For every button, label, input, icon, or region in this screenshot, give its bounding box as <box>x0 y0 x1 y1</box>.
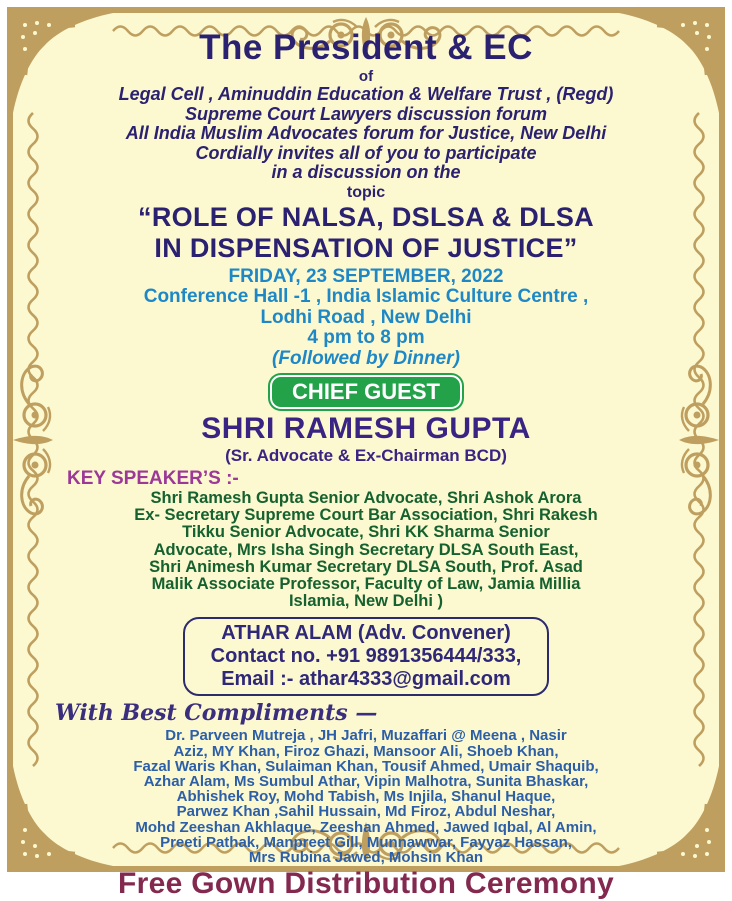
name-line: Abhishek Roy, Mohd Tabish, Ms Injila, Shanul Haque, <box>176 788 556 806</box>
org-line: Supreme Court Lawyers discussion forum <box>184 103 548 124</box>
name-line: Fazal Waris Khan, Sulaiman Khan, Tousif Ahmed, Umair Shaquib, <box>133 757 599 775</box>
event-venue: Conference Hall -1 , India Islamic Culture Centre , <box>143 286 589 307</box>
speakers-list <box>55 490 677 610</box>
name-line: Mohd Zeeshan Akhlaque, Zeeshan Ahmed, Jawed Iqbal, Al Amin, <box>135 818 597 836</box>
event-date: FRIDAY, 23 SEPTEMBER, 2022 <box>228 265 504 287</box>
convener-name: ATHAR ALAM (Adv. Convener) <box>221 622 511 645</box>
chief-guest-name: SHRI RAMESH GUPTA <box>201 412 531 445</box>
speaker-line: Islamia, New Delhi ) <box>288 592 444 611</box>
event-details <box>55 267 677 370</box>
topic-label: topic <box>346 183 386 201</box>
convener-contact: Contact no. +91 9891356444/333, <box>210 645 522 668</box>
name-line: Preeti Pathak, Manpreet Gill, Munnawwar, Fayyaz Hassan, <box>160 833 572 851</box>
speaker-line: Shri Animesh Kumar Secretary DLSA South, Prof. Asad <box>149 557 583 576</box>
event-venue: Lodhi Road , New Delhi <box>260 306 472 328</box>
footer-banner: Free Gown Distribution Ceremony <box>117 867 615 901</box>
compliments-heading: With Best Compliments — <box>55 700 378 727</box>
convener-box <box>183 617 550 696</box>
key-speakers-heading: KEY SPEAKER’S :- <box>67 468 239 489</box>
topic-line: “ROLE OF NALSA, DSLSA & DLSA <box>138 201 594 232</box>
convener-email: Email :- athar4333@gmail.com <box>221 668 511 691</box>
page-title: The President & EC <box>199 28 533 67</box>
org-line: All India Muslim Advocates forum for Justice, New Delhi <box>125 123 607 143</box>
speaker-line: Ex- Secretary Supreme Court Bar Association, Shri Rakesh <box>134 506 598 525</box>
dinner-note: (Followed by Dinner) <box>272 347 460 369</box>
speaker-line: Malik Associate Professor, Faculty of Law, Jamia Millia <box>151 575 581 594</box>
invite-line: Cordially invites all of you to participate <box>195 142 537 163</box>
name-line: Aziz, MY Khan, Firoz Ghazi, Mansoor Ali, Shoeb Khan, <box>173 742 559 760</box>
topic-line: IN DISPENSATION OF JUSTICE” <box>154 232 578 263</box>
name-line: Parwez Khan ,Sahil Hussain, Md Firoz, Abdul Neshar, <box>176 803 556 821</box>
chief-guest-designation: (Sr. Advocate & Ex-Chairman BCD) <box>225 446 507 465</box>
of-label: of <box>358 68 374 85</box>
organisation-lines <box>55 85 677 183</box>
name-line: Dr. Parveen Mutreja , JH Jafri, Muzaffari @ Meena , Nasir <box>165 727 567 745</box>
chief-guest-badge: CHIEF GUEST <box>270 375 462 409</box>
topic-heading <box>55 202 677 264</box>
name-line: Azhar Alam, Ms Sumbul Athar, Vipin Malhotra, Sunita Bhaskar, <box>143 773 589 791</box>
speaker-line: Tikku Senior Advocate, Shri KK Sharma Senior <box>182 523 550 542</box>
org-line: Legal Cell , Aminuddin Education & Welfare Trust , (Regd) <box>118 84 614 104</box>
names-list <box>55 728 677 865</box>
gold-frame <box>7 7 725 901</box>
name-line: Mrs Rubina Jawed, Mohsin Khan <box>248 849 484 867</box>
invite-line: in a discussion on the <box>271 162 461 182</box>
event-time: 4 pm to 8 pm <box>307 327 425 348</box>
poster-content <box>13 13 719 901</box>
speaker-line: Shri Ramesh Gupta Senior Advocate, Shri Ashok Arora <box>150 489 582 507</box>
speaker-line: Advocate, Mrs Isha Singh Secretary DLSA South East, <box>153 540 579 559</box>
